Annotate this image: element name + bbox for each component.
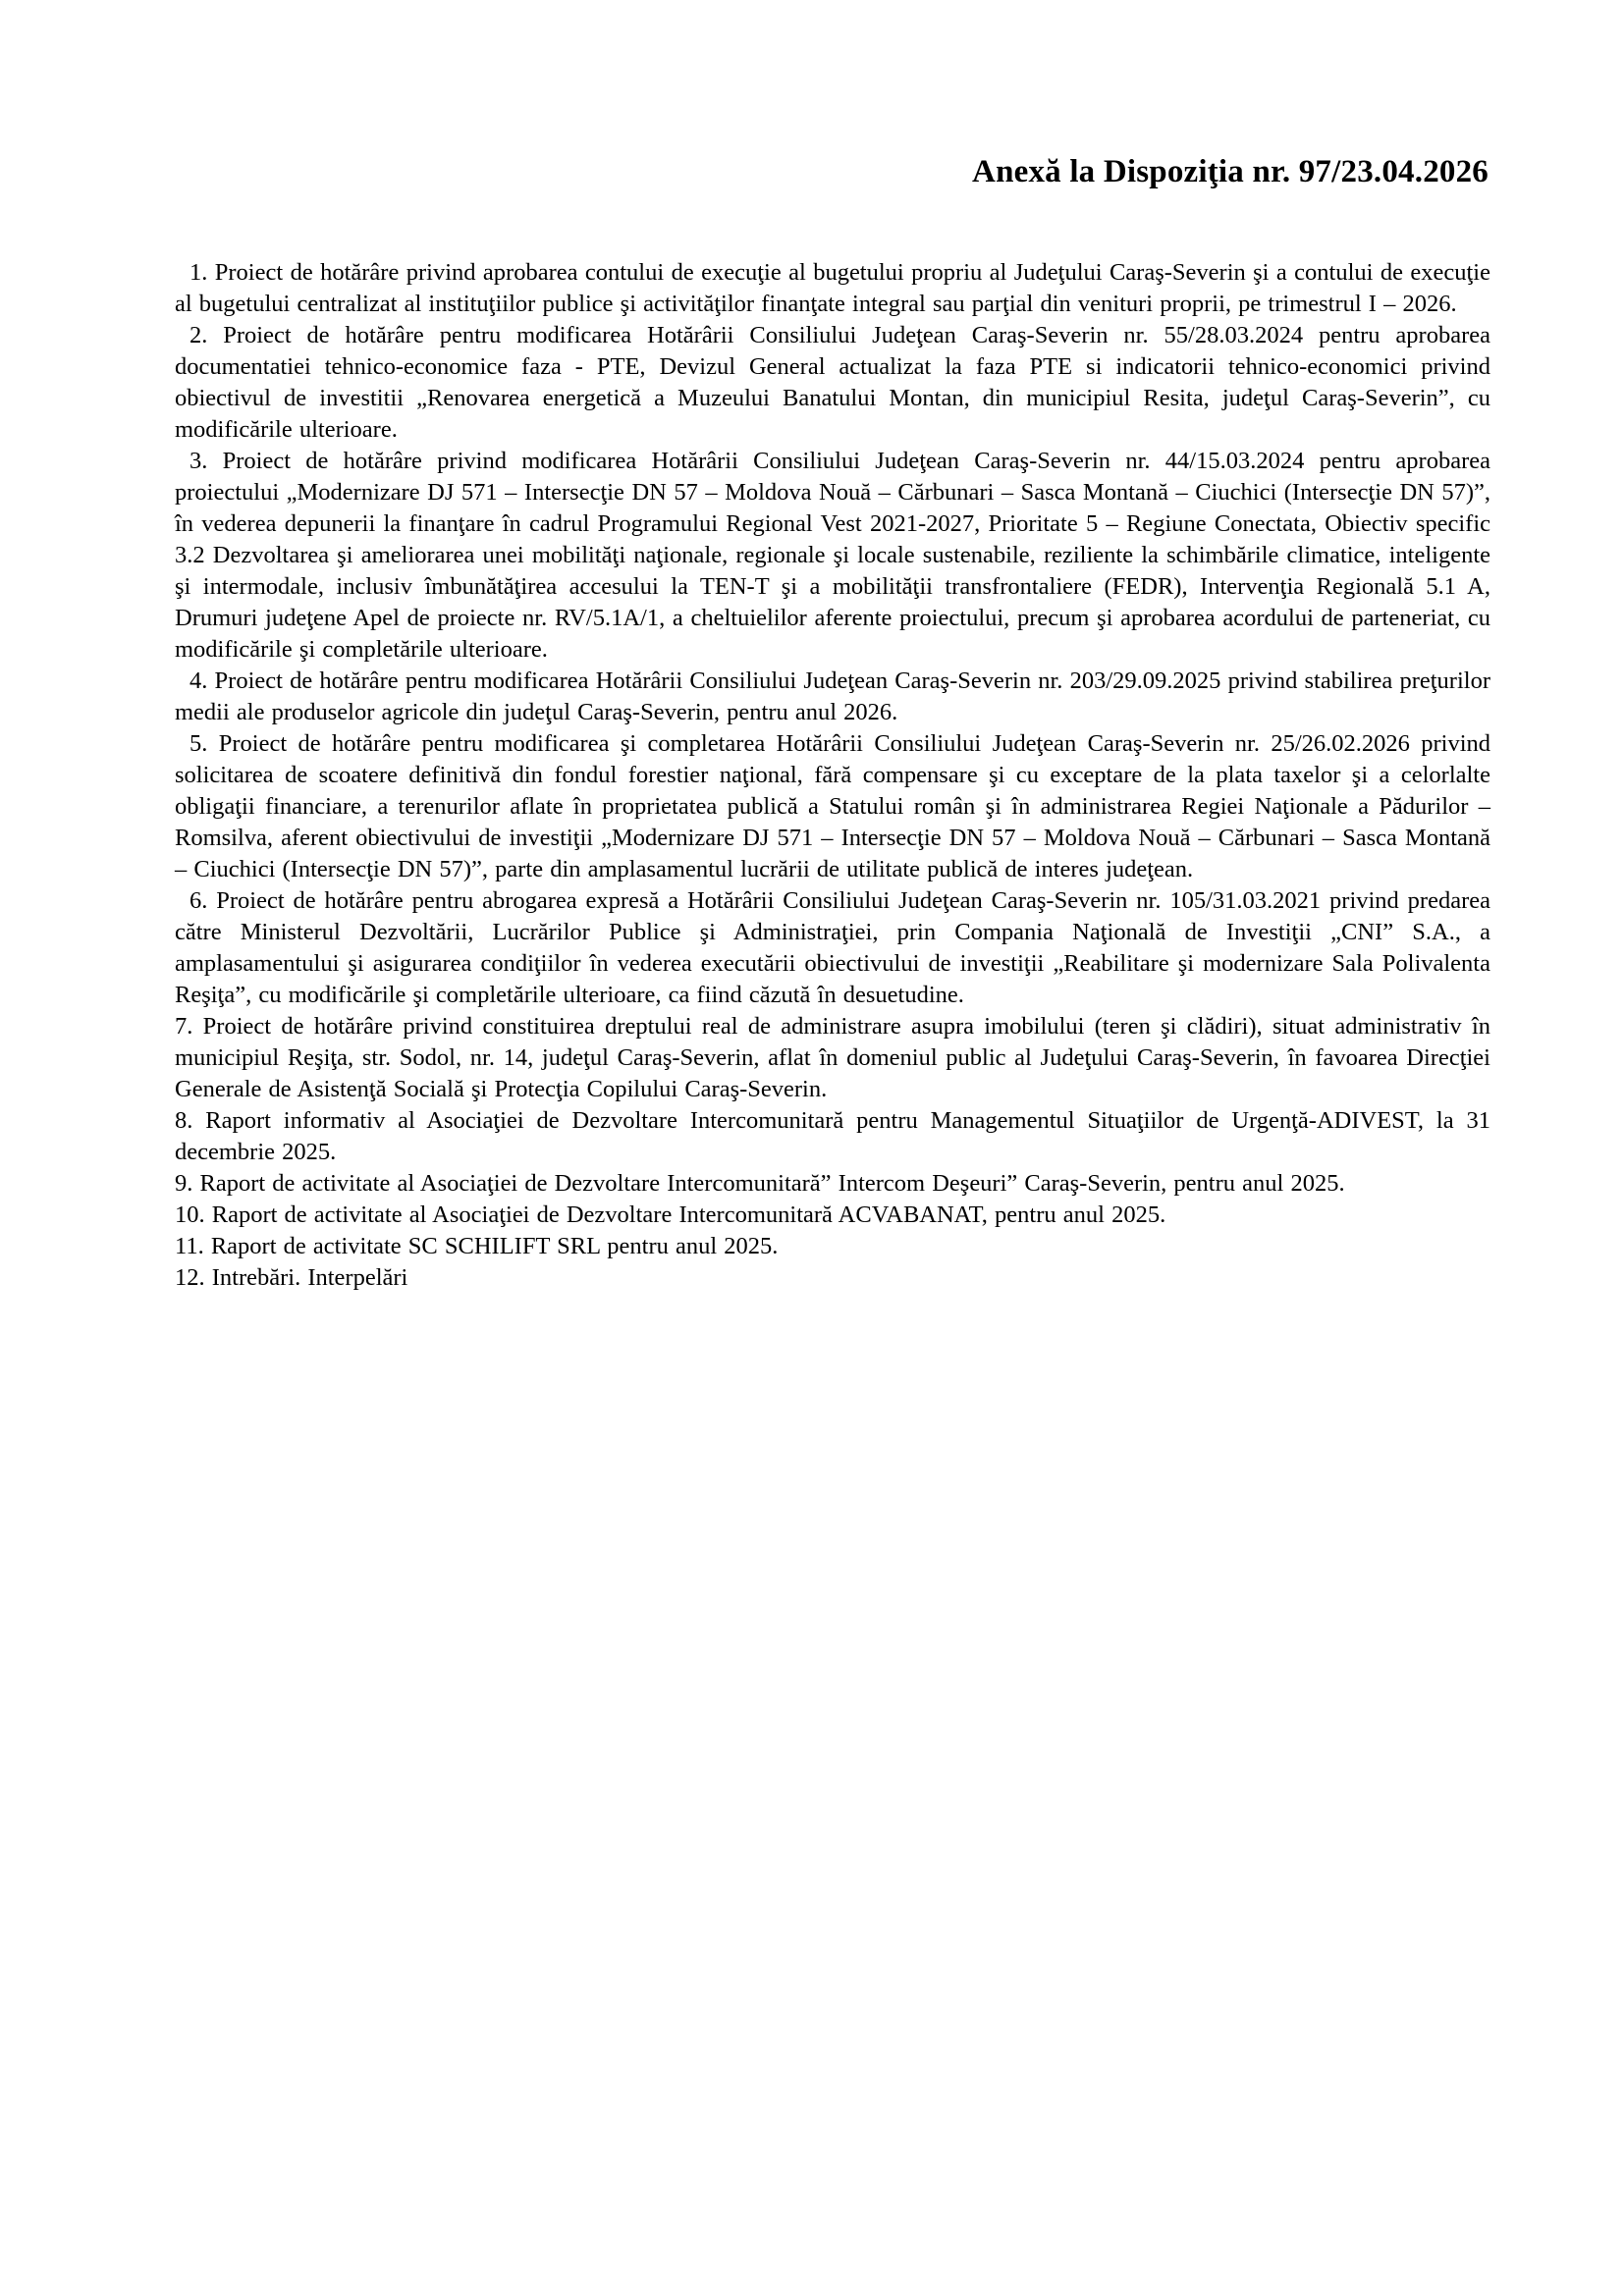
agenda-item-3: 3. Proiect de hotărâre privind modificarea Hotărârii Consiliului Judeţean Caraş-Severin nr. 44/15.03.2024 pentru aprobarea proiectului „Modernizare DJ 571 – Intersecţie DN 57 – Moldova Nouă – Cărbunari – Sasca Montană – Ciuchici (Intersecţie DN 57)”, în vederea depunerii la finanţare în cadrul Programului Regional Vest 2021-2027, Prioritate 5 – Regiune Conectata, Obiectiv specific 3.2 Dezvoltarea şi ameliorarea unei mobilităţi naţionale, regionale şi locale sustenabile, reziliente la schimbările climatice, inteligente şi intermodale, inclusiv îmbunătăţirea accesului la TEN-T şi a mobilităţii transfrontaliere (FEDR), Intervenţia Regională 5.1 A, Drumuri judeţene Apel de proiecte nr. RV/5.1A/1, a cheltuielilor aferente proiectului, precum şi aprobarea acordului de parteneriat, cu modificările şi completările ulterioare. — [175, 448, 1490, 663]
agenda-item-8: 8. Raport informativ al Asociaţiei de Dezvoltare Intercomunitară pentru Managementul Situaţiilor de Urgenţă-ADIVEST, la 31 decembrie 2025. — [175, 1107, 1490, 1165]
agenda-item-11: 11. Raport de activitate SC SCHILIFT SRL pentru anul 2025. — [175, 1233, 779, 1259]
agenda-item-9: 9. Raport de activitate al Asociaţiei de Dezvoltare Intercomunitară” Intercom Deşeuri” Caraş-Severin, pentru anul 2025. — [175, 1170, 1345, 1197]
agenda-item-7: 7. Proiect de hotărâre privind constituirea dreptului real de administrare asupra imobilului (teren şi clădiri), situat administrativ în municipiul Reşiţa, str. Sodol, nr. 14, judeţul Caraş-Severin, aflat în domeniul public al Judeţului Caraş-Severin, în favoarea Direcţiei Generale de Asistenţă Socială şi Protecţia Copilului Caraş-Severin. — [175, 1013, 1490, 1102]
agenda-item-1: 1. Proiect de hotărâre privind aprobarea contului de execuţie al bugetului propriu al Judeţului Caraş-Severin şi a contului de execuţie al bugetului centralizat al instituţiilor publice şi activităţilor finanţate integral sau parţial din venituri proprii, pe trimestrul I – 2026. — [175, 259, 1490, 317]
agenda-item-5: 5. Proiect de hotărâre pentru modificarea şi completarea Hotărârii Consiliului Judeţean Caraş-Severin nr. 25/26.02.2026 privind solicitarea de scoatere definitivă din fondul forestier naţional, fără compensare şi cu exceptare de la plata taxelor şi a celorlalte obligaţii financiare, a terenurilor aflate în proprietatea publică a Statului român şi în administrarea Regiei Naţionale a Pădurilor – Romsilva, aferent obiectivului de investiţii „Modernizare DJ 571 – Intersecţie DN 57 – Moldova Nouă – Cărbunari – Sasca Montană – Ciuchici (Intersecţie DN 57)”, parte din amplasamentul lucrării de utilitate publică de interes judeţean. — [175, 730, 1490, 882]
agenda-list — [175, 257, 1490, 1294]
agenda-item-6: 6. Proiect de hotărâre pentru abrogarea expresă a Hotărârii Consiliului Judeţean Caraş-Severin nr. 105/31.03.2021 privind predarea către Ministerul Dezvoltării, Lucrărilor Publice şi Administraţiei, prin Compania Naţională de Investiţii „CNI” S.A., a amplasamentului şi asigurarea condiţiilor în vederea executării obiectivului de investiţii „Reabilitare şi modernizare Sala Polivalenta Reşiţa”, cu modificările şi completările ulterioare, ca fiind căzută în desuetudine. — [175, 887, 1490, 1008]
document-title: Anexă la Dispoziţia nr. 97/23.04.2026 — [972, 154, 1489, 189]
agenda-item-2: 2. Proiect de hotărâre pentru modificarea Hotărârii Consiliului Judeţean Caraş-Severin nr. 55/28.03.2024 pentru aprobarea documentatiei tehnico-economice faza - PTE, Devizul General actualizat la faza PTE si indicatorii tehnico-economici privind obiectivul de investitii „Renovarea energetică a Muzeului Banatului Montan, din municipiul Resita, judeţul Caraş-Severin”, cu modificările ulterioare. — [175, 322, 1490, 443]
agenda-item-4: 4. Proiect de hotărâre pentru modificarea Hotărârii Consiliului Judeţean Caraş-Severin nr. 203/29.09.2025 privind stabilirea preţurilor medii ale produselor agricole din judeţul Caraş-Severin, pentru anul 2026. — [175, 667, 1490, 725]
agenda-item-12: 12. Intrebări. Interpelări — [175, 1264, 408, 1291]
agenda-item-10: 10. Raport de activitate al Asociaţiei de Dezvoltare Intercomunitară ACVABANAT, pentru anul 2025. — [175, 1201, 1166, 1228]
